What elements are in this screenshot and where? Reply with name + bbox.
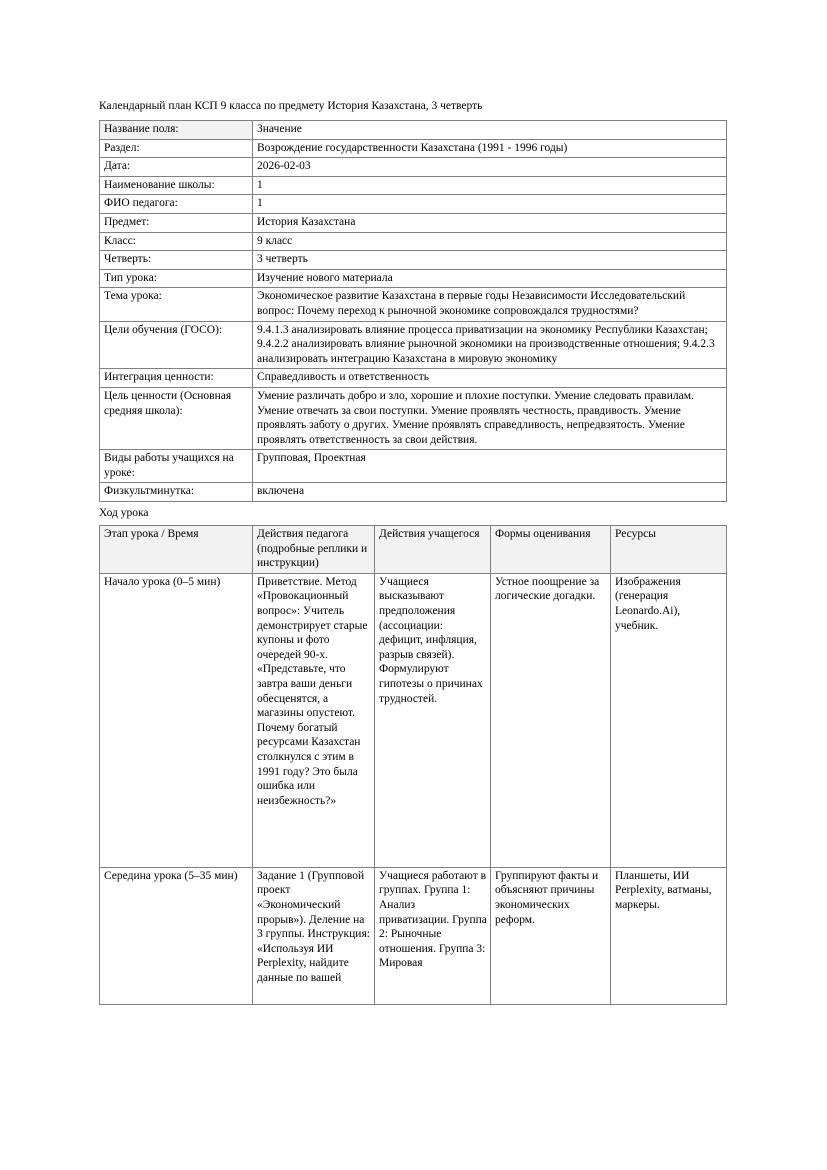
page-title: Календарный план КСП 9 класса по предмету История Казахстана, 3 четверть bbox=[99, 100, 483, 112]
info-row-value: Умение различать добро и зло, хорошие и плохие поступки. Умение следовать правилам. Умение отвечать за свои поступки. Умение проявлять честность, правдивость. Умение проявлять заботу о других. Умение проявлять справедливость, непредвзятость. Умение проявлять ответственность за свои действия. bbox=[253, 387, 727, 449]
info-row-value: История Казахстана bbox=[253, 213, 727, 232]
info-row-value: Групповая, Проектная bbox=[253, 450, 727, 483]
table-row bbox=[100, 387, 727, 449]
table-row bbox=[100, 269, 727, 288]
info-row-label: Дата: bbox=[100, 158, 253, 177]
assessment-forms: Устное поощрение за логические догадки. bbox=[491, 573, 611, 867]
info-row-label: Физкультминутка: bbox=[100, 483, 253, 502]
lesson-stage: Середина урока (5–35 мин) bbox=[100, 867, 253, 1004]
info-row-value: 2026-02-03 bbox=[253, 158, 727, 177]
lesson-flow-table bbox=[99, 525, 727, 1005]
info-table-body bbox=[100, 139, 727, 501]
table-row bbox=[100, 251, 727, 270]
info-row-label: Виды работы учащихся на уроке: bbox=[100, 450, 253, 483]
info-row-value: 1 bbox=[253, 176, 727, 195]
info-row-label: Тип урока: bbox=[100, 269, 253, 288]
resources: Изображения (генерация Leonardo.Ai), учебник. bbox=[611, 573, 727, 867]
info-row-value: Возрождение государственности Казахстана (1991 - 1996 годы) bbox=[253, 139, 727, 158]
info-row-label: Цели обучения (ГОСО): bbox=[100, 321, 253, 369]
table-row bbox=[100, 573, 727, 867]
table-row bbox=[100, 369, 727, 388]
info-row-value: 9 класс bbox=[253, 232, 727, 251]
lesson-table-body bbox=[100, 573, 727, 1004]
info-row-label: ФИО педагога: bbox=[100, 195, 253, 214]
table-row bbox=[100, 288, 727, 321]
table-row bbox=[100, 176, 727, 195]
info-row-value: 3 четверть bbox=[253, 251, 727, 270]
info-row-label: Наименование школы: bbox=[100, 176, 253, 195]
info-row-label: Цель ценности (Основная средняя школа): bbox=[100, 387, 253, 449]
lesson-stage: Начало урока (0–5 мин) bbox=[100, 573, 253, 867]
col-header-assessment: Формы оценивания bbox=[491, 526, 611, 574]
info-row-value: 9.4.1.3 анализировать влияние процесса приватизации на экономику Республики Казахстан; 9.4.2.2 анализировать влияние рыночной экономики на производственные отношения; 9.4.2.3 анализировать интеграцию Казахстана в мировую экономику bbox=[253, 321, 727, 369]
student-actions: Учащиеся работают в группах. Группа 1: Анализ приватизации. Группа 2: Рыночные отношения. Группа 3: Мировая bbox=[375, 867, 491, 1004]
lesson-flow-label: Ход урока bbox=[99, 507, 149, 520]
teacher-actions: Задание 1 (Групповой проект «Экономический прорыв»). Деление на 3 группы. Инструкция: «Используя ИИ Perplexity, найдите данные по вашей bbox=[253, 867, 375, 1004]
info-row-value: Изучение нового материала bbox=[253, 269, 727, 288]
student-actions: Учащиеся высказывают предположения (ассоциации: дефицит, инфляция, разрыв связей). Формулируют гипотезы о причинах трудностей. bbox=[375, 573, 491, 867]
table-header-row bbox=[100, 121, 727, 140]
info-row-value: Справедливость и ответственность bbox=[253, 369, 727, 388]
table-row bbox=[100, 450, 727, 483]
table-row bbox=[100, 483, 727, 502]
col-header-teacher-actions: Действия педагога (подробные реплики и инструкции) bbox=[253, 526, 375, 574]
table-row bbox=[100, 158, 727, 177]
table-row bbox=[100, 321, 727, 369]
info-row-label: Класс: bbox=[100, 232, 253, 251]
teacher-actions: Приветствие. Метод «Провокационный вопрос»: Учитель демонстрирует старые купоны и фото очередей 90-х. «Представьте, что завтра ваши деньги обесценятся, а магазины опустеют. Почему богатый ресурсами Казахстан столкнулся с этим в 1991 году? Это была ошибка или неизбежность?» bbox=[253, 573, 375, 867]
table-row bbox=[100, 867, 727, 1004]
info-row-label: Раздел: bbox=[100, 139, 253, 158]
table-row bbox=[100, 213, 727, 232]
info-row-label: Четверть: bbox=[100, 251, 253, 270]
assessment-forms: Группируют факты и объясняют причины экономических реформ. bbox=[491, 867, 611, 1004]
info-row-value: включена bbox=[253, 483, 727, 502]
col-header-resources: Ресурсы bbox=[611, 526, 727, 574]
col-header-stage: Этап урока / Время bbox=[100, 526, 253, 574]
info-row-label: Тема урока: bbox=[100, 288, 253, 321]
info-header-value: Значение bbox=[253, 121, 727, 140]
lesson-info-table bbox=[99, 120, 727, 502]
info-row-label: Предмет: bbox=[100, 213, 253, 232]
table-row bbox=[100, 195, 727, 214]
col-header-student-actions: Действия учащегося bbox=[375, 526, 491, 574]
table-row bbox=[100, 139, 727, 158]
info-row-value: 1 bbox=[253, 195, 727, 214]
info-header-field: Название поля: bbox=[100, 121, 253, 140]
resources: Планшеты, ИИ Perplexity, ватманы, маркеры. bbox=[611, 867, 727, 1004]
info-row-label: Интеграция ценности: bbox=[100, 369, 253, 388]
table-row bbox=[100, 232, 727, 251]
lesson-table-header-row bbox=[100, 526, 727, 574]
info-row-value: Экономическое развитие Казахстана в первые годы Независимости Исследовательский вопрос: Почему переход к рыночной экономике сопровождался трудностями? bbox=[253, 288, 727, 321]
